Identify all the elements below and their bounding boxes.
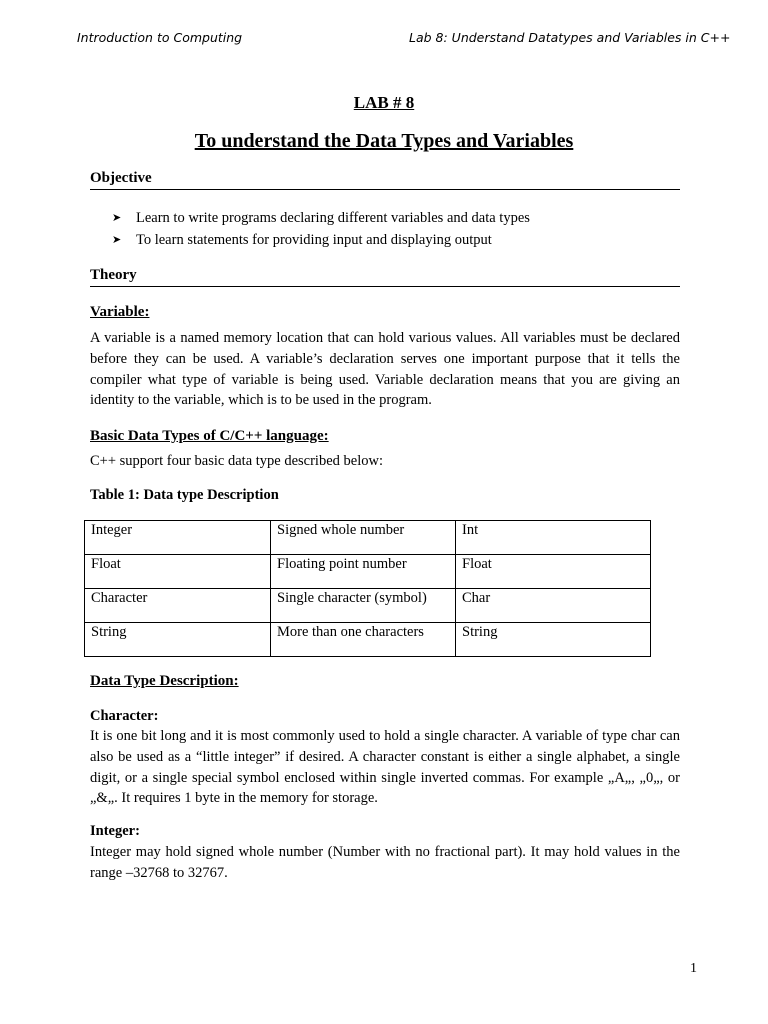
table-cell: More than one characters [271,623,456,657]
table-caption: Table 1: Data type Description [90,487,279,503]
table-cell: Character [85,589,271,623]
table-cell: String [85,623,271,657]
theory-heading: Theory [90,267,680,287]
table-row [85,521,651,555]
basic-types-intro: C++ support four basic data type described below: [90,453,383,469]
table-cell: Signed whole number [271,521,456,555]
table-cell: Float [85,555,271,589]
header-course-title: Introduction to Computing [77,30,243,45]
objective-list [112,208,530,251]
page-number: 1 [690,961,697,976]
table-row [85,623,651,657]
header-lab-title: Lab 8: Understand Datatypes and Variables in C++ [409,30,731,45]
table-cell: Int [456,521,651,555]
page-title: To understand the Data Types and Variables [194,130,574,152]
data-type-table [84,520,651,657]
table-cell: Char [456,589,651,623]
character-label: Character: [90,708,159,724]
basic-types-heading: Basic Data Types of C/C++ language: [90,428,329,444]
arrow-bullet-icon: ➤ [112,233,122,246]
integer-paragraph: Integer may hold signed whole number (Number with no fractional part). It may hold values in the range –32768 to 32767. [90,844,680,881]
lab-number-title: LAB # 8 [353,93,415,112]
table-row [85,589,651,623]
table-cell: Integer [85,521,271,555]
character-paragraph: It is one bit long and it is most commonly used to hold a single character. A variable of type char can also be used as a “little integer” if desired. A character constant is either a single alphabet, a single digit, or a single special symbol enclosed within single inverted commas. For example „A„, „0„, or „&„. It requires 1 byte in the memory for storage. [90,728,680,807]
table-cell: String [456,623,651,657]
list-item: ➤ To learn statements for providing input and displaying output [112,230,530,252]
list-item: ➤ Learn to write programs declaring different variables and data types [112,208,530,230]
variable-heading: Variable: [90,304,150,320]
table-cell: Single character (symbol) [271,589,456,623]
variable-paragraph: A variable is a named memory location that can hold various values. All variables must be declared before they can be used. A variable’s declaration serves one important purpose that it tells the compiler what type of variable is being used. Variable declaration means that you are giving an identity to the variable, which is to be used in the program. [90,330,680,409]
table-row [85,555,651,589]
table-cell: Floating point number [271,555,456,589]
arrow-bullet-icon: ➤ [112,212,122,224]
integer-label: Integer: [90,823,140,839]
table-cell: Float [456,555,651,589]
objective-heading: Objective [90,170,680,190]
data-type-description-heading: Data Type Description: [90,673,239,689]
